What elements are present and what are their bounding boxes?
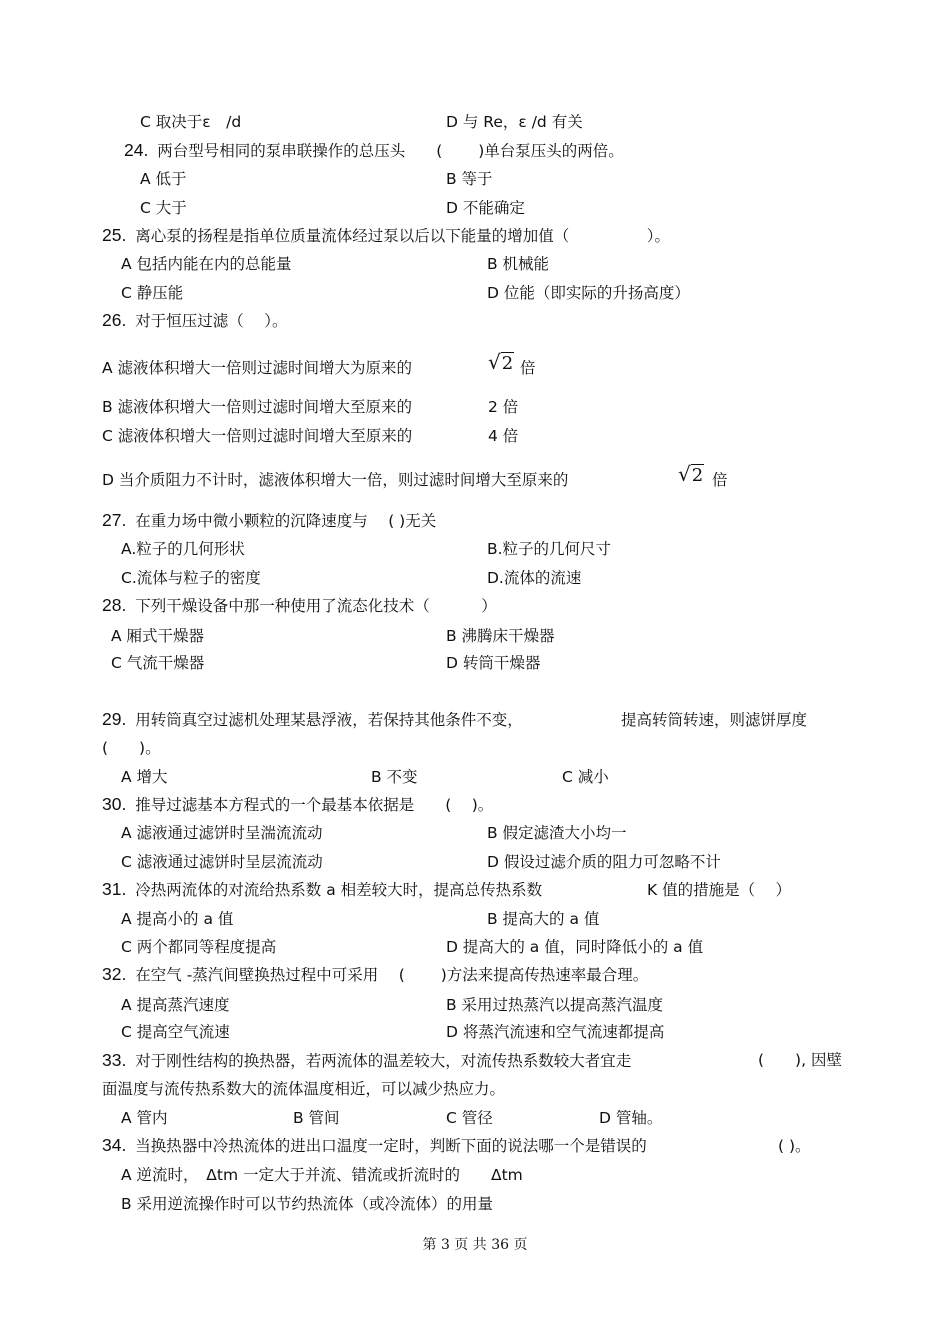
option-a: A.粒子的几何形状 xyxy=(121,540,245,558)
option-a: A 管内 xyxy=(121,1109,168,1127)
option-b: B 等于 xyxy=(446,170,493,188)
question-text: 对于刚性结构的换热器，若两流体的温差较大，对流传热系数较大者宜走 xyxy=(135,1052,632,1070)
question-text: 下列干燥设备中那一种使用了流态化技术（ ） xyxy=(135,597,497,615)
option-b: B 假定滤渣大小均一 xyxy=(487,824,627,842)
question-25 xyxy=(102,225,670,246)
question-26 xyxy=(102,310,287,331)
question-32 xyxy=(102,964,648,985)
option-a: A 增大 xyxy=(121,768,168,786)
question-number: 25. xyxy=(102,225,127,245)
option-c: C 取决于ε /d xyxy=(140,113,242,131)
question-31-continued: K 值的措施是（ ） xyxy=(647,881,792,899)
option-a: A 厢式干燥器 xyxy=(111,627,205,645)
option-b: B 滤液体积增大一倍则过滤时间增大至原来的 xyxy=(102,398,413,416)
option-a: A 包括内能在内的总能量 xyxy=(121,255,292,273)
option-d: D 当介质阻力不计时，滤液体积增大一倍，则过滤时间增大至原来的 xyxy=(102,471,569,489)
page-footer: 第 3 页 共 36 页 xyxy=(422,1237,528,1253)
option-d: D 不能确定 xyxy=(446,199,525,217)
option-a: A 低于 xyxy=(140,170,187,188)
question-number: 30. xyxy=(102,794,127,814)
question-33 xyxy=(102,1050,631,1071)
option-c: C 提高空气流速 xyxy=(121,1023,230,1041)
question-number: 27. xyxy=(102,510,127,530)
option-c: C.流体与粒子的密度 xyxy=(121,569,261,587)
option-c: C 滤液通过滤饼时呈层流流动 xyxy=(121,853,323,871)
question-number: 24. xyxy=(124,140,149,160)
sqrt-two: √2 xyxy=(488,350,514,374)
option-b: B 提高大的 a 值 xyxy=(487,910,600,928)
option-d: D 位能（即实际的升扬高度） xyxy=(487,284,690,302)
question-text: 用转筒真空过滤机处理某悬浮液，若保持其他条件不变， xyxy=(135,711,523,729)
option-c: C 两个都同等程度提高 xyxy=(121,938,277,956)
question-text: 在空气 -蒸汽间壁换热过程中可采用 ( )方法来提高传热速率最合理。 xyxy=(135,966,649,984)
option-d: D 假设过滤介质的阻力可忽略不计 xyxy=(487,853,721,871)
option-b: B 采用过热蒸汽以提高蒸汽温度 xyxy=(446,996,664,1014)
question-text: 对于恒压过滤（ ）。 xyxy=(135,312,288,330)
question-31 xyxy=(102,879,542,900)
question-text: 推导过滤基本方程式的一个最基本依据是 ( )。 xyxy=(135,796,494,814)
question-text: 在重力场中微小颗粒的沉降速度与 ( )无关 xyxy=(135,512,437,530)
option-b: B 机械能 xyxy=(487,255,550,273)
option-d: D 管轴。 xyxy=(599,1109,663,1127)
question-text: 离心泵的扬程是指单位质量流体经过泵以后以下能量的增加值（ ）。 xyxy=(135,227,671,245)
option-b: B.粒子的几何尺寸 xyxy=(487,540,612,558)
question-number: 26. xyxy=(102,310,127,330)
option-c: C 减小 xyxy=(562,768,609,786)
question-number: 32. xyxy=(102,964,127,984)
question-text: 当换热器中冷热流体的进出口温度一定时，判断下面的说法哪一个是错误的 xyxy=(135,1137,647,1155)
question-number: 29. xyxy=(102,709,127,729)
option-a: A 逆流时， Δtm 一定大于并流、错流或折流时的 Δtm xyxy=(121,1166,523,1184)
question-24 xyxy=(124,140,624,161)
option-d: D 提高大的 a 值，同时降低小的 a 值 xyxy=(446,938,704,956)
option-b: B 采用逆流操作时可以节约热流体（或冷流体）的用量 xyxy=(121,1195,494,1213)
option-a: A 提高小的 a 值 xyxy=(121,910,234,928)
option-d: D 与 Re，ε /d 有关 xyxy=(446,113,583,131)
question-number: 33. xyxy=(102,1050,127,1070)
question-30 xyxy=(102,794,493,815)
question-number: 28. xyxy=(102,595,127,615)
option-a: A 提高蒸汽速度 xyxy=(121,996,230,1014)
question-29-blank: ( )。 xyxy=(102,739,161,757)
sqrt-two: √2 xyxy=(678,462,704,486)
question-33-continued: ( ), 因壁 xyxy=(758,1051,842,1069)
option-c: C 大于 xyxy=(140,199,187,217)
option-d: D 将蒸汽流速和空气流速都提高 xyxy=(446,1023,665,1041)
question-34-blank: ( )。 xyxy=(778,1137,811,1155)
question-text: 冷热两流体的对流给热系数 a 相差较大时，提高总传热系数 xyxy=(135,881,543,899)
option-c: C 管径 xyxy=(446,1109,493,1127)
option-a: A 滤液体积增大一倍则过滤时间增大为原来的 xyxy=(102,359,413,377)
question-text: 两台型号相同的泵串联操作的总压头 ( )单台泵压头的两倍。 xyxy=(157,142,624,160)
option-b: B 不变 xyxy=(371,768,418,786)
option-c: C 滤液体积增大一倍则过滤时间增大至原来的 xyxy=(102,427,413,445)
question-number: 34. xyxy=(102,1135,127,1155)
option-b-value: 2 倍 xyxy=(488,398,519,416)
question-27 xyxy=(102,510,436,531)
option-c-value: 4 倍 xyxy=(488,427,519,445)
option-b: B 管间 xyxy=(293,1109,340,1127)
option-b: B 沸腾床干燥器 xyxy=(446,627,555,645)
question-34 xyxy=(102,1135,647,1156)
option-a-unit: 倍 xyxy=(520,359,536,377)
question-number: 31. xyxy=(102,879,127,899)
question-28 xyxy=(102,595,497,616)
option-d: D 转筒干燥器 xyxy=(446,654,541,672)
option-c: C 气流干燥器 xyxy=(111,654,205,672)
question-29-continued: 提高转筒转速，则滤饼厚度 xyxy=(621,711,808,729)
question-29 xyxy=(102,709,523,730)
question-33-line2: 面温度与流传热系数大的流体温度相近，可以减少热应力。 xyxy=(102,1080,506,1098)
option-d: D.流体的流速 xyxy=(487,569,582,587)
option-a: A 滤液通过滤饼时呈湍流流动 xyxy=(121,824,323,842)
option-d-unit: 倍 xyxy=(712,471,728,489)
option-c: C 静压能 xyxy=(121,284,184,302)
